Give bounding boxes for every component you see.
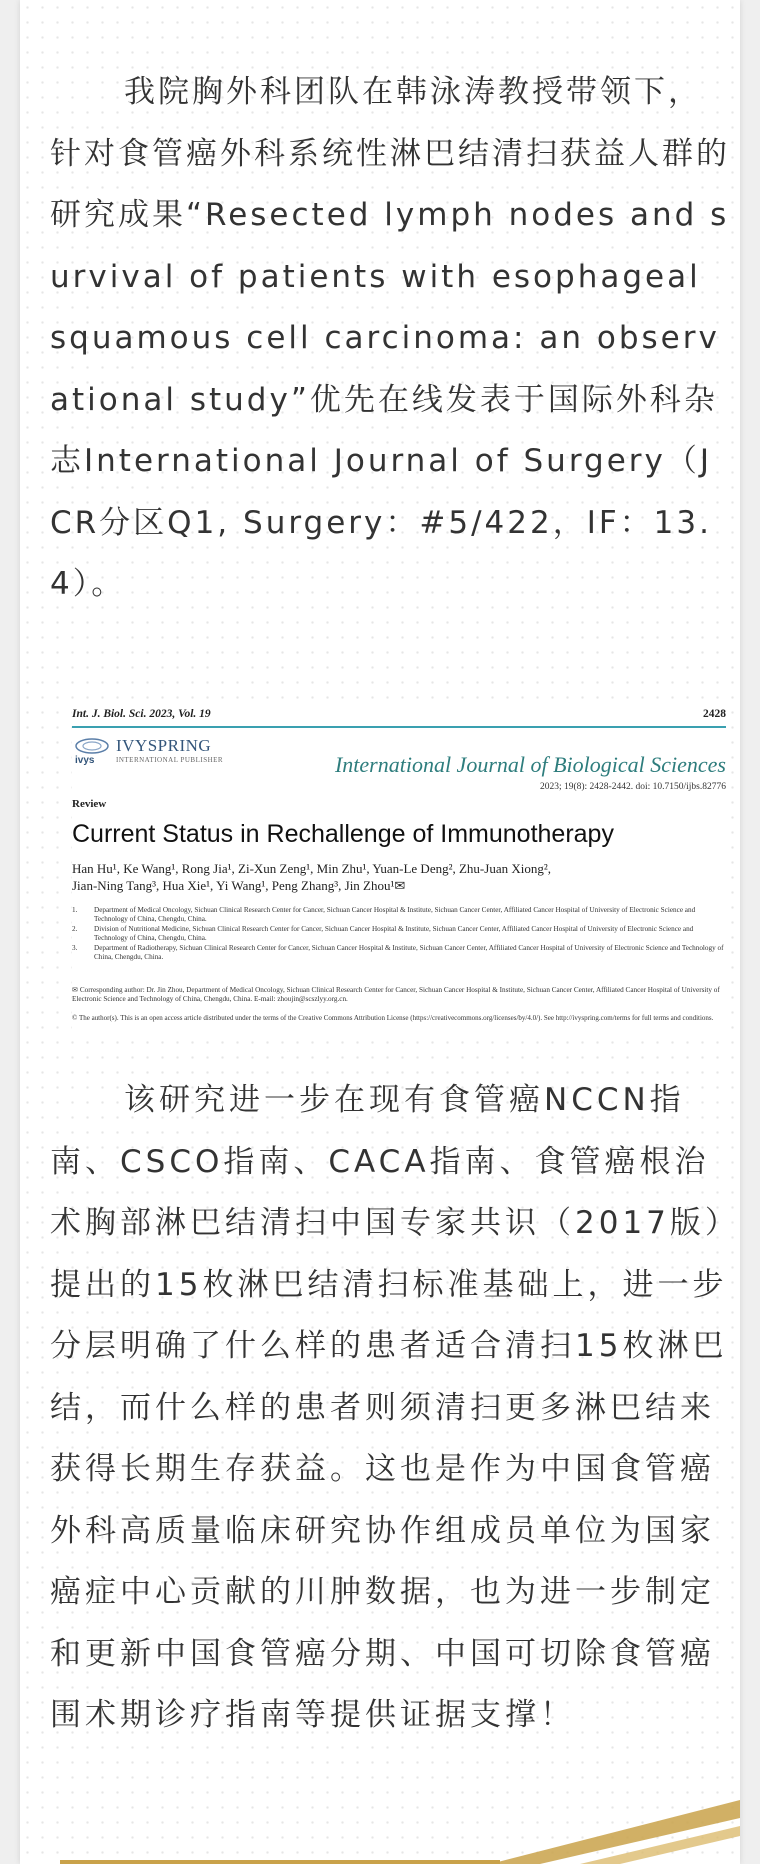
citation: 2023; 19(8): 2428-2442. doi: 10.7150/ijbs.82776 [539, 782, 726, 792]
svg-text:ivys: ivys [75, 755, 95, 766]
publisher-name: IVYSPRING [116, 736, 212, 755]
publisher-subtitle: INTERNATIONAL PUBLISHER [116, 756, 224, 764]
findings-paragraph [50, 1070, 730, 1747]
gold-decorative-strip [20, 1780, 740, 1864]
journal-name: International Journal of Biological Sciences [334, 752, 726, 777]
page-number: 2428 [703, 708, 726, 720]
article-header [72, 708, 726, 720]
header-rule [72, 726, 726, 728]
affiliation-item: 3. Department of Radiotherapy, Sichuan Clinical Research Center for Cancer, Sichuan Cancer Hospital & Institute, Sichuan Cancer Center, Affiliated Cancer Hospital of University of Electronic Science and Technology of China, Chengdu, China. [72, 944, 724, 961]
article-card [20, 0, 740, 1864]
findings-paragraph-text: 该研究进一步在现有食管癌NCCN指南、CSCO指南、CACA指南、食管癌根治术胸部淋巴结清扫中国专家共识（2017版）提出的15枚淋巴结清扫标准基础上，进一步分层明确了什么样的患者适合清扫15枚淋巴结，而什么样的患者则须清扫更多淋巴结来获得长期生存获益。这也是作为中国食管癌外科高质量临床研究协作组成员单位为国家癌症中心贡献的川肿数据，也为进一步制定和更新中国食管癌分期、中国可切除食管癌围术期诊疗指南等提供证据支撑！ [50, 1082, 728, 1733]
intro-paragraph [50, 62, 730, 616]
authors-line-2: Jian-Ning Tang³, Hua Xie¹, Yi Wang¹, Peng Zhang³, Jin Zhou¹✉ [72, 878, 406, 893]
intro-paragraph-text: 我院胸外科团队在韩泳涛教授带领下，针对食管癌外科系统性淋巴结清扫获益人群的研究成果“Resected lymph nodes and survival of patients with esophageal squamous cell carcinoma: an observational study”优先在线发表于国际外科杂志International Journal of Surgery（JCR分区Q1, Surgery：#5/422，IF：13.4）。 [50, 74, 730, 602]
article-type: Review [72, 798, 107, 810]
ivyspring-logo-icon [72, 736, 112, 766]
affiliations [72, 906, 726, 963]
affiliation-item: 2. Division of Nutritional Medicine, Sichuan Clinical Research Center for Cancer, Sichuan Cancer Hospital & Institute, Sichuan Cancer Center, Affiliated Cancer Hospital of University of Electronic Science and Technology of China, Chengdu, China. [72, 925, 694, 942]
article-title: Current Status in Rechallenge of Immunotherapy [72, 820, 614, 848]
journal-article-image [72, 708, 726, 1038]
license-note: © The author(s). This is an open access article distributed under the terms of the Creative Commons Attribution License (https://creativecommons.org/licenses/by/4.0/). See http://ivyspring.com/terms for full terms and conditions. [72, 1014, 714, 1022]
author-list [72, 860, 726, 894]
corresponding-author: ✉ Corresponding author: Dr. Jin Zhou, Department of Medical Oncology, Sichuan Clinical Research Center for Cancer, Sichuan Cancer Hospital & Institute, Sichuan Cancer Center, Affiliated Cancer Hospital of University of Electronic Science and Technology of China, Chengdu, China. E-mail: zhoujin@scszlyy.org.cn. [72, 986, 720, 1003]
affiliation-item: 1. Department of Medical Oncology, Sichuan Clinical Research Center for Cancer, Sichuan Cancer Hospital & Institute, Sichuan Cancer Center, Affiliated Cancer Hospital of University of Electronic Science and Technology of China, Chengdu, China. [72, 906, 696, 923]
journal-reference: Int. J. Biol. Sci. 2023, Vol. 19 [72, 708, 211, 720]
authors-line-1: Han Hu¹, Ke Wang¹, Rong Jia¹, Zi-Xun Zeng¹, Min Zhu¹, Yuan-Le Deng², Zhu-Juan Xiong², [72, 861, 551, 876]
